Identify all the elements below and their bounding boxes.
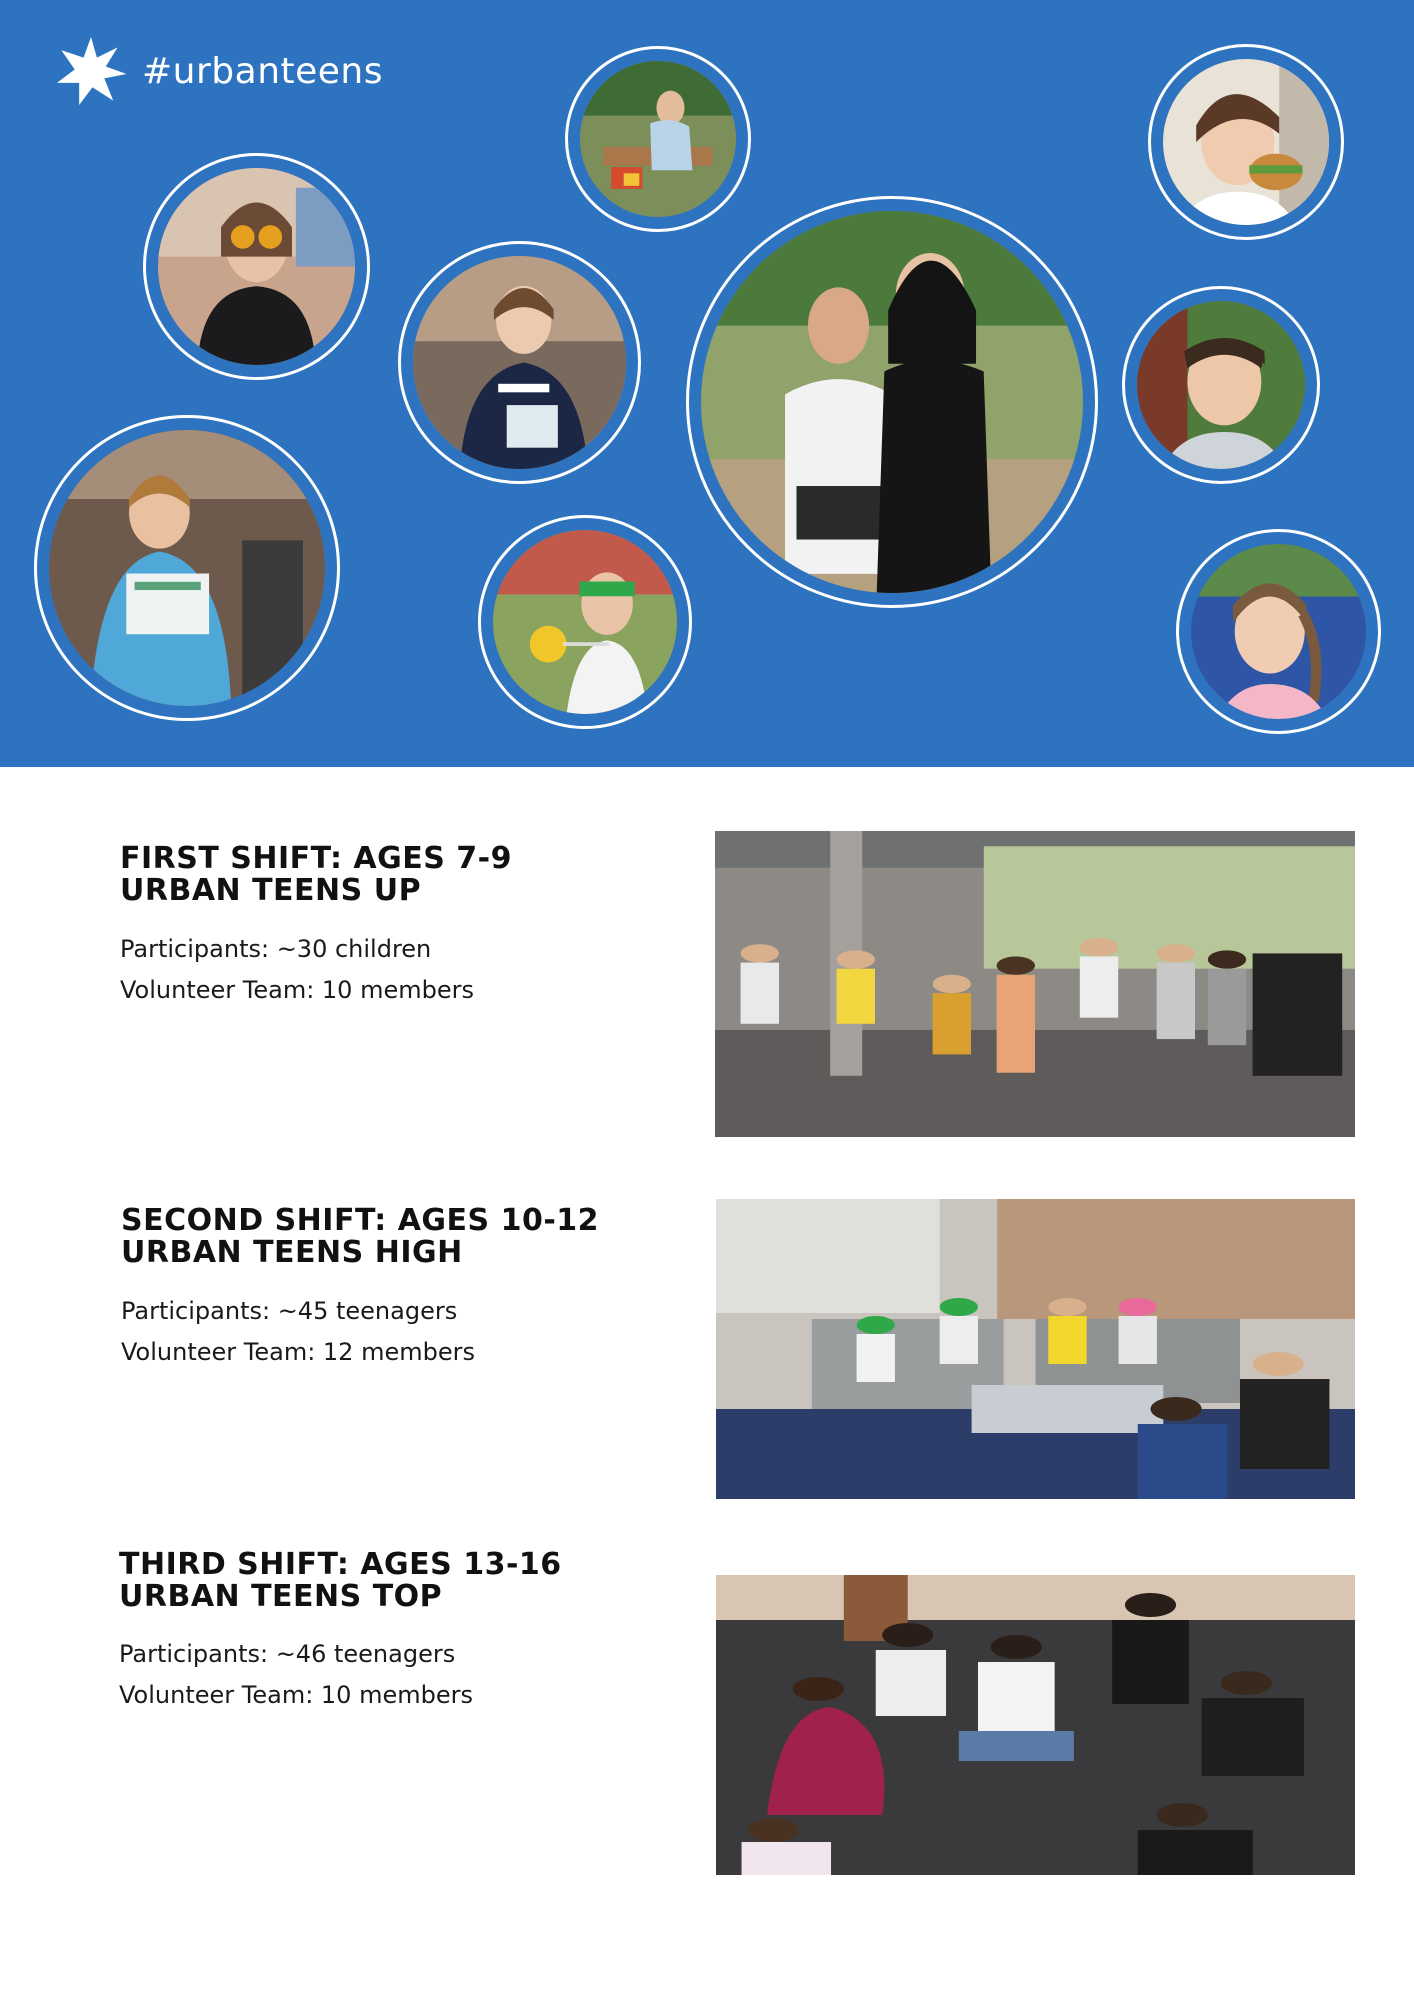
shift-heading [119, 1549, 562, 1613]
photo-headband-boy [493, 530, 677, 714]
shift-photo [715, 831, 1355, 1137]
brand [54, 34, 383, 108]
shift-info [120, 929, 474, 1011]
photo-crafts-girl [580, 61, 736, 217]
volunteer-count: Volunteer Team: 10 members [119, 1681, 473, 1709]
photo-certificate-boy [49, 430, 325, 706]
shift-title: THIRD SHIFT: AGES 13-16 [119, 1547, 562, 1582]
shift-program: URBAN TEENS HIGH [121, 1235, 463, 1270]
shift-section-first [0, 767, 1414, 1147]
shift-heading [120, 843, 512, 907]
photo-finlandia-boy [413, 256, 626, 469]
photo-bubble [1176, 529, 1381, 734]
shift-title: SECOND SHIFT: AGES 10-12 [121, 1203, 600, 1238]
photo-bubble [398, 241, 641, 484]
brand-hashtag: #urbanteens [142, 50, 383, 92]
photo-bubble [1122, 286, 1320, 484]
photo-bubble [478, 515, 692, 729]
volunteer-count: Volunteer Team: 10 members [120, 976, 474, 1004]
photo-sandwich-girl [1163, 59, 1329, 225]
participants-count: Participants: ~30 children [120, 935, 432, 963]
photo-bubble [34, 415, 340, 721]
shift-title: FIRST SHIFT: AGES 7-9 [120, 841, 512, 876]
shift-section-third [0, 1487, 1414, 2000]
participants-count: Participants: ~45 teenagers [121, 1297, 458, 1325]
photo-bubble [1148, 44, 1344, 240]
photo-bubble [565, 46, 751, 232]
photo-bubble [686, 196, 1098, 608]
hero-banner [0, 0, 1414, 767]
shift-photo [716, 1575, 1355, 1875]
participants-count: Participants: ~46 teenagers [119, 1640, 456, 1668]
shift-info [119, 1634, 473, 1716]
shift-program: URBAN TEENS UP [120, 873, 422, 908]
photo-teen-girl [158, 168, 355, 365]
photo-smiling-girl [1191, 544, 1366, 719]
photo-bubble [143, 153, 370, 380]
star-burst-icon [54, 34, 128, 108]
photo-boy-and-woman [701, 211, 1083, 593]
photo-smiling-boy [1137, 301, 1305, 469]
shift-heading [121, 1205, 599, 1269]
shift-info [121, 1291, 475, 1373]
shift-section-second [0, 1147, 1414, 1487]
shift-photo [716, 1199, 1355, 1499]
shift-program: URBAN TEENS TOP [119, 1579, 443, 1614]
volunteer-count: Volunteer Team: 12 members [121, 1338, 475, 1366]
